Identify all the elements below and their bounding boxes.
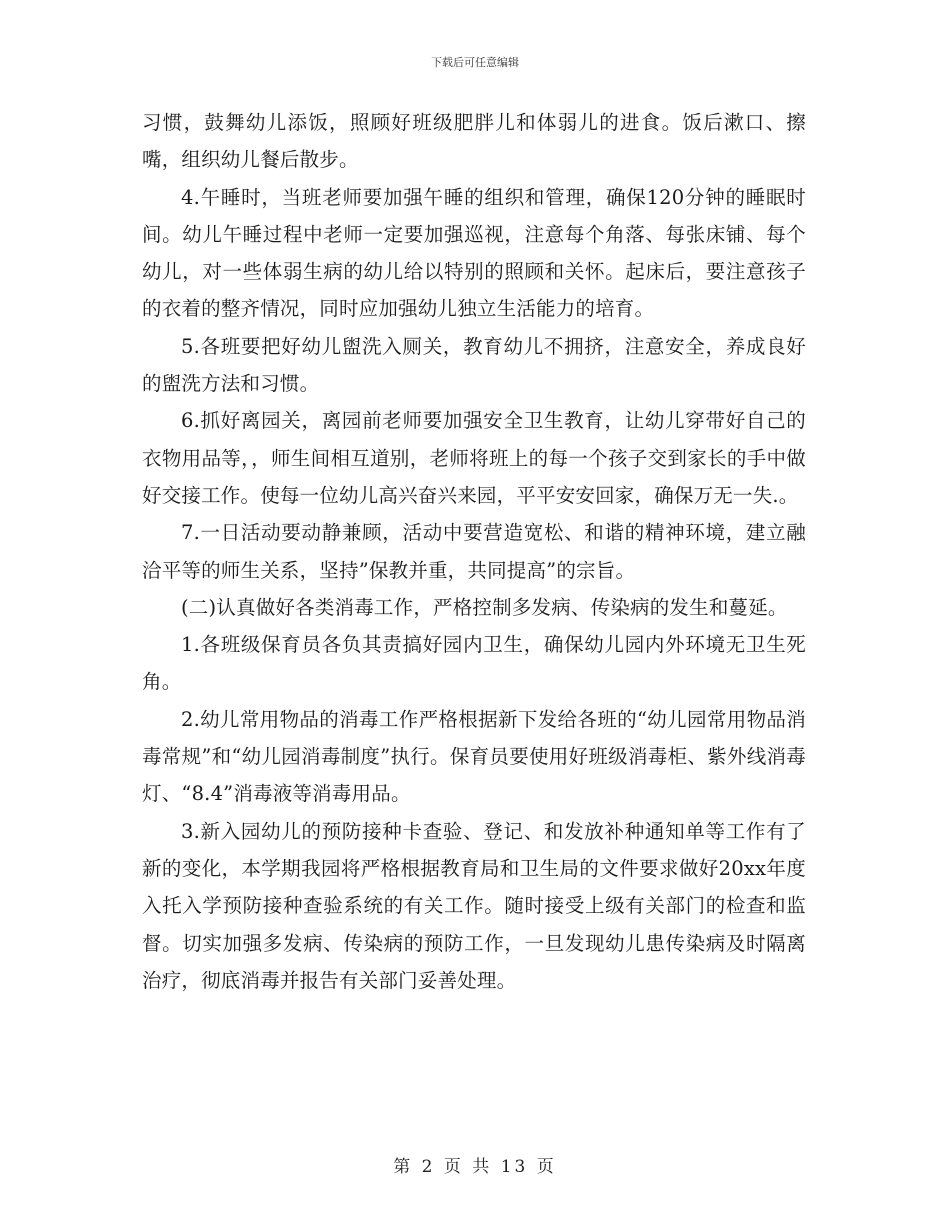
paragraph-vaccination: 3.新入园幼儿的预防接种卡查验、登记、和发放补种通知单等工作有了新的变化，本学期我园将严格根据教育局和卫生局的文件要求做好20xx年度入托入学预防接种查验系统的有关工作。随时接受上级有关部门的检查和监督。切实加强多发病、传染病的预防工作，一旦发现幼儿患传染病及时隔离治疗，彻底消毒并报告有关部门妥善处理。 bbox=[142, 819, 806, 992]
paragraph-nap-time: 4.午睡时，当班老师要加强午睡的组织和管理，确保120分钟的睡眠时间。幼儿午睡过程中老师一定要加强巡视，注意每个角落、每张床铺、每个幼儿，对一些体弱生病的幼儿给以特别的照顾和关怀。起床后，要注意孩子的衣着的整齐情况，同时应加强幼儿独立生活能力的培育。 bbox=[142, 185, 806, 321]
paragraph-hygiene: 1.各班级保育员各负其责搞好园内卫生，确保幼儿园内外环境无卫生死角。 bbox=[142, 633, 806, 694]
paragraph-daily-activity: 7.一日活动要动静兼顾，活动中要营造宽松、和谐的精神环境，建立融洽平等的师生关系，坚持”保教并重，共同提高”的宗旨。 bbox=[142, 521, 806, 582]
paragraph-leaving-school: 6.抓好离园关，离园前老师要加强安全卫生教育，让幼儿穿带好自己的衣物用品等，，师生间相互道别，老师将班上的每一个孩子交到家长的手中做好交接工作。使每一位幼儿高兴奋兴来园，平平安安回家，确保万无一失.。 bbox=[142, 409, 806, 507]
paragraph-meal-habits: 习惯，鼓舞幼儿添饭，照顾好班级肥胖儿和体弱儿的进食。饭后漱口、擦嘴，组织幼儿餐后散步。 bbox=[142, 111, 806, 172]
paragraph-disinfection-rules: 2.幼儿常用物品的消毒工作严格根据新下发给各班的“幼儿园常用物品消毒常规”和“幼儿园消毒制度”执行。保育员要使用好班级消毒柜、紫外线消毒灯、“8.4”消毒液等消毒用品。 bbox=[142, 707, 806, 806]
paragraph-washing-toilet: 5.各班要把好幼儿盥洗入厕关，教育幼儿不拥挤，注意安全，养成良好的盥洗方法和习惯。 bbox=[142, 334, 806, 396]
document-body bbox=[142, 104, 806, 999]
page-header-note: 下载后可任意编辑 bbox=[431, 56, 519, 69]
section-heading-disinfection: (二)认真做好各类消毒工作，严格控制多发病、传染病的发生和蔓延。 bbox=[181, 595, 788, 619]
page-number: 第 2 页 共 13 页 bbox=[393, 1157, 557, 1177]
